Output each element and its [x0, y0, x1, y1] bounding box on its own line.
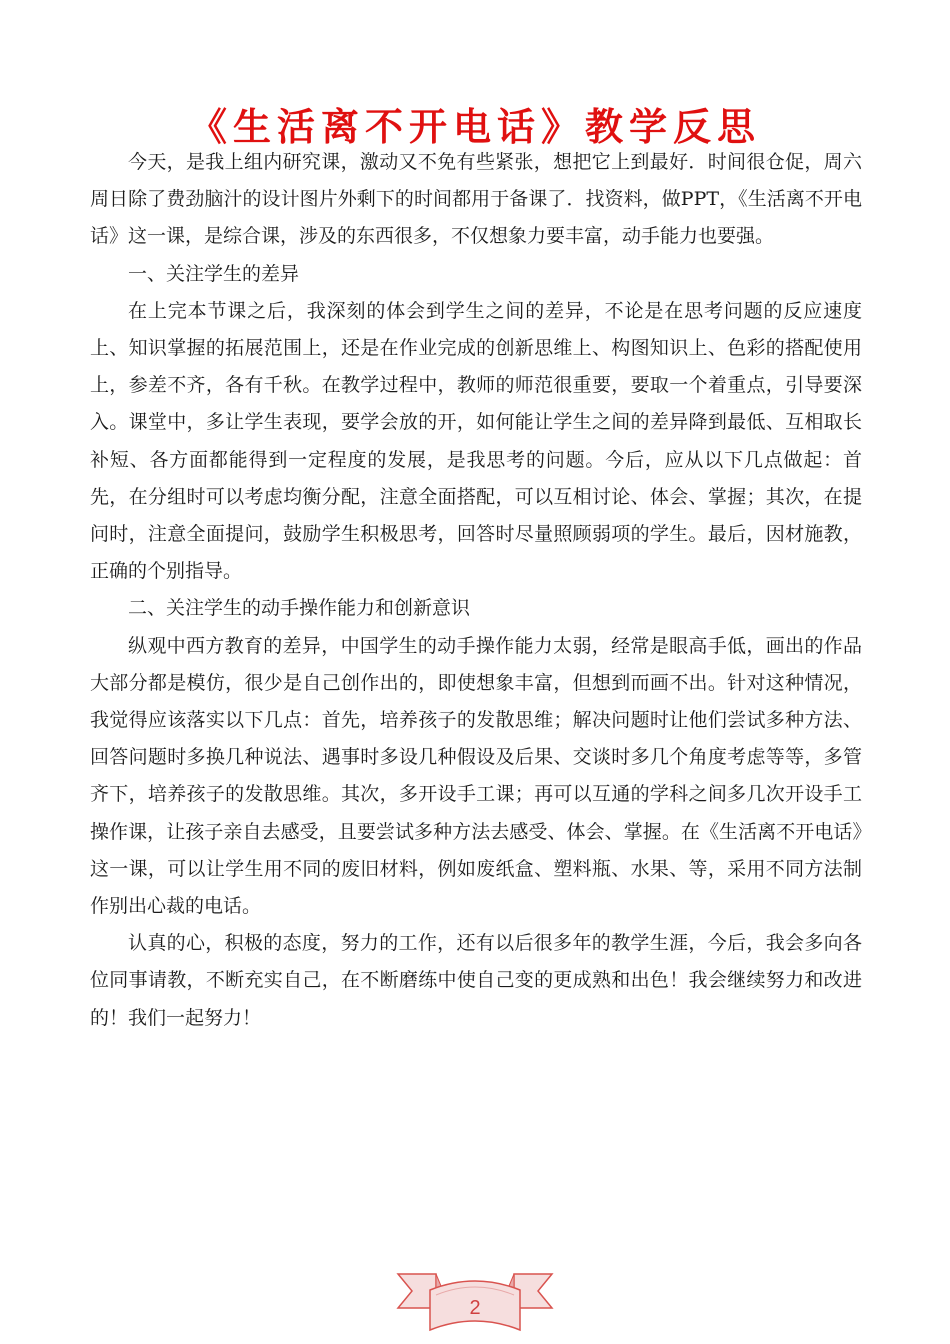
- section-heading-2: 二、关注学生的动手操作能力和创新意识: [128, 597, 471, 620]
- paragraph-intro: 今天，是我上组内研究课，激动又不免有些紧张，想把它上到最好．时间很仓促，周六周日除了费劲脑汁的设计图片外剩下的时间都用于备课了．找资料，做PPT，《生活离不开电话》这一课，是综合课，涉及的东西很多，不仅想象力要丰富，动手能力也要强。: [90, 151, 862, 248]
- page-number: 2: [469, 1297, 481, 1319]
- document-title: 《生活离不开电话》教学反思: [188, 105, 761, 149]
- paragraph-conclusion: 认真的心，积极的态度，努力的工作，还有以后很多年的教学生涯，今后，我会多向各位同事请教，不断充实自己，在不断磨练中使自己变的更成熟和出色！我会继续努力和改进的！我们一起努力！: [90, 932, 862, 1029]
- page-footer: [390, 1268, 560, 1336]
- paragraph-section-1: 在上完本节课之后，我深刻的体会到学生之间的差异，不论是在思考问题的反应速度上、知识掌握的拓展范围上，还是在作业完成的创新思维上、构图知识上、色彩的搭配使用上，参差不齐，各有千秋。在教学过程中，教师的师范很重要，要取一个着重点，引导要深入。课堂中，多让学生表现，要学会放的开，如何能让学生之间的差异降到最低、互相取长补短、各方面都能得到一定程度的发展，是我思考的问题。今后，应从以下几点做起：首先，在分组时可以考虑均衡分配，注意全面搭配，可以互相讨论、体会、掌握；其次，在提问时，注意全面提问，鼓励学生积极思考，回答时尽量照顾弱项的学生。最后，因材施教，正确的个别指导。: [90, 299, 862, 583]
- section-heading-1: 一、关注学生的差异: [128, 262, 300, 285]
- document-body: [90, 144, 862, 1037]
- paragraph-section-2: 纵观中西方教育的差异，中国学生的动手操作能力太弱，经常是眼高手低，画出的作品大部分都是模仿，很少是自己创作出的，即使想象丰富，但想到而画不出。针对这种情况，我觉得应该落实以下几点：首先，培养孩子的发散思维；解决问题时让他们尝试多种方法、回答问题时多换几种说法、遇事时多设几种假设及后果、交谈时多几个角度考虑等等，多管齐下，培养孩子的发散思维。其次，多开设手工课；再可以互通的学科之间多几次开设手工操作课，让孩子亲自去感受，且要尝试多种方法去感受、体会、掌握。在《生活离不开电话》这一课，可以让学生用不同的废旧材料，例如废纸盒、塑料瓶、水果、等，采用不同方法制作别出心裁的电话。: [90, 634, 862, 918]
